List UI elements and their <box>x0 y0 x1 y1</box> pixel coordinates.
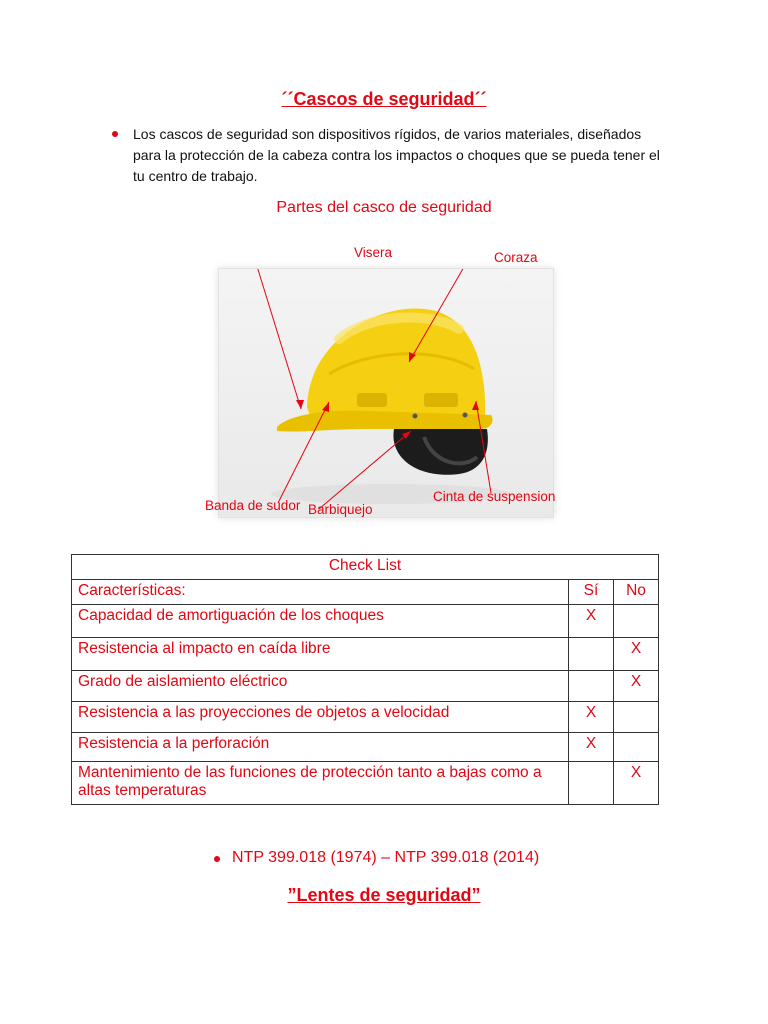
row-si: X <box>569 605 614 638</box>
row-label: Resistencia a las proyecciones de objetos a velocidad <box>72 702 569 733</box>
row-label: Capacidad de amortiguación de los choques <box>72 605 569 638</box>
row-si: X <box>569 702 614 733</box>
table-row <box>72 671 659 702</box>
label-barbiquejo: Barbiquejo <box>308 502 373 517</box>
row-si <box>569 638 614 671</box>
label-coraza: Coraza <box>494 250 538 265</box>
ntp-reference: NTP 399.018 (1974) – NTP 399.018 (2014) <box>232 849 540 866</box>
helmet-photo <box>218 268 554 518</box>
row-si <box>569 762 614 805</box>
col-header-si: Sí <box>569 580 614 605</box>
checklist-title: Check List <box>72 555 659 580</box>
row-no <box>614 702 659 733</box>
table-row <box>72 702 659 733</box>
row-label: Resistencia al impacto en caída libre <box>72 638 569 671</box>
intro-paragraph: Los cascos de seguridad son dispositivos rígidos, de varios materiales, diseñados para la protección de la cabeza contra los impactos o choques que se pueda tener el tu centro de trabajo. <box>133 126 660 184</box>
helmet-illustration <box>219 269 556 517</box>
row-no <box>614 605 659 638</box>
label-visera: Visera <box>354 245 393 260</box>
table-row <box>72 605 659 638</box>
row-label: Resistencia a la perforación <box>72 733 569 762</box>
label-cinta-de-suspension: Cinta de suspension <box>433 489 556 504</box>
row-no <box>614 733 659 762</box>
row-no: X <box>614 638 659 671</box>
row-label: Grado de aislamiento eléctrico <box>72 671 569 702</box>
bullet-dot <box>214 856 220 862</box>
checklist-table <box>71 554 659 805</box>
row-no: X <box>614 762 659 805</box>
row-no: X <box>614 671 659 702</box>
checklist-header-row <box>72 580 659 605</box>
row-si: X <box>569 733 614 762</box>
parts-heading: Partes del casco de seguridad <box>276 199 492 216</box>
section-title-lentes: ”Lentes de seguridad” <box>287 885 481 905</box>
table-row <box>72 762 659 805</box>
checklist-title-row <box>72 555 659 580</box>
col-header-no: No <box>614 580 659 605</box>
col-header-caracteristicas: Características: <box>72 580 569 605</box>
page-title: ´´Cascos de seguridad´´ <box>281 89 487 109</box>
label-banda-de-sudor: Banda de sudor <box>205 498 301 513</box>
row-label: Mantenimiento de las funciones de protección tanto a bajas como a altas temperaturas <box>72 762 569 805</box>
table-row <box>72 638 659 671</box>
table-row <box>72 733 659 762</box>
row-si <box>569 671 614 702</box>
bullet-dot <box>112 131 118 137</box>
